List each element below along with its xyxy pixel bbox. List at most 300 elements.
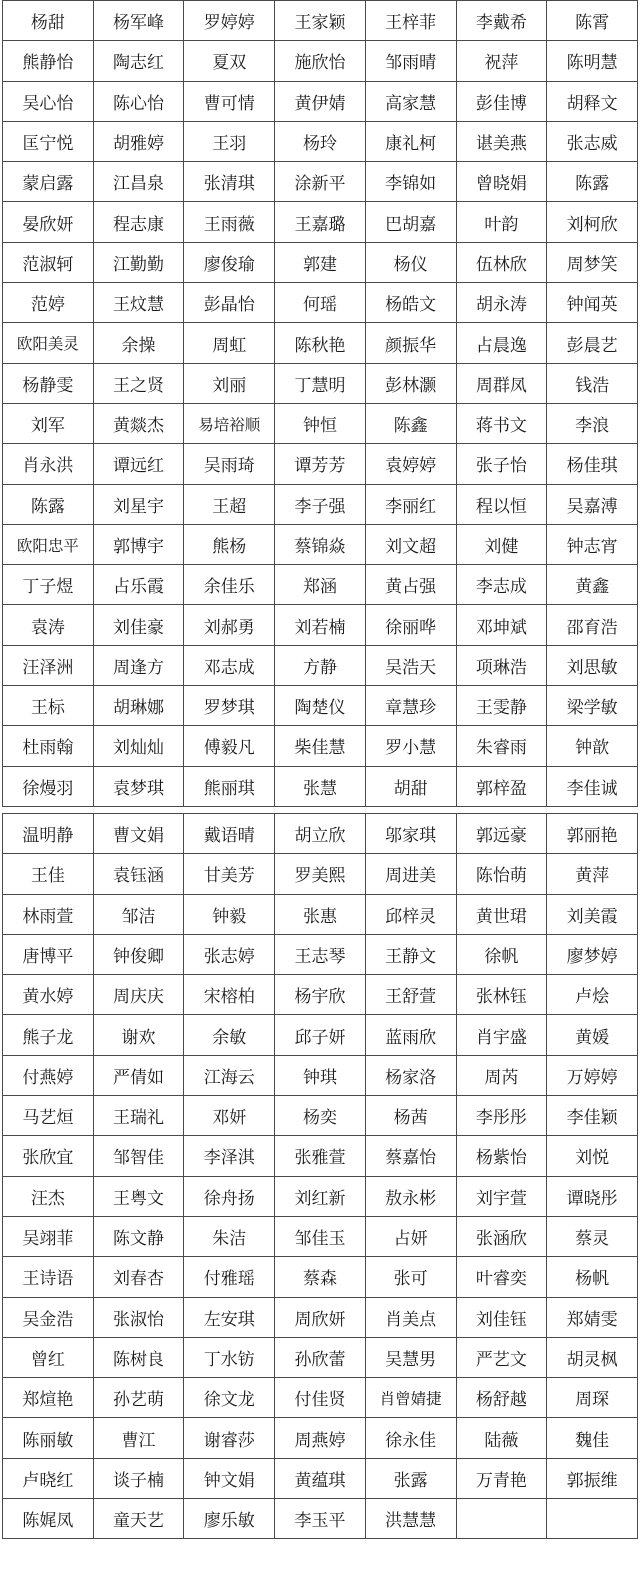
name-cell: 孙欣蕾 bbox=[275, 1337, 366, 1377]
name-cell: 胡立欣 bbox=[275, 813, 366, 853]
name-cell: 康礼柯 bbox=[365, 121, 456, 161]
name-cell: 刘宇萱 bbox=[456, 1176, 547, 1216]
name-cell: 周进美 bbox=[365, 854, 456, 894]
name-cell: 彭晶怡 bbox=[184, 283, 275, 323]
name-cell: 钱浩 bbox=[547, 363, 638, 403]
name-cell: 陈露 bbox=[547, 162, 638, 202]
table-row bbox=[3, 1458, 638, 1498]
name-cell: 杨玲 bbox=[275, 121, 366, 161]
name-cell: 肖美点 bbox=[365, 1297, 456, 1337]
name-cell: 夏双 bbox=[184, 41, 275, 81]
name-cell: 罗梦琪 bbox=[184, 686, 275, 726]
name-cell bbox=[456, 1498, 547, 1538]
name-cell: 程志康 bbox=[93, 202, 184, 242]
name-cell: 刘春杏 bbox=[93, 1257, 184, 1297]
name-cell: 方静 bbox=[275, 645, 366, 685]
name-cell: 李泽淇 bbox=[184, 1136, 275, 1176]
name-cell: 邓妍 bbox=[184, 1096, 275, 1136]
name-cell: 谢欢 bbox=[93, 1015, 184, 1055]
name-cell: 刘丽 bbox=[184, 363, 275, 403]
name-cell: 张惠 bbox=[275, 894, 366, 934]
table-row bbox=[3, 162, 638, 202]
name-cell: 左安琪 bbox=[184, 1297, 275, 1337]
name-cell: 蒙启露 bbox=[3, 162, 94, 202]
name-cell: 杨茜 bbox=[365, 1096, 456, 1136]
name-cell: 熊丽琪 bbox=[184, 766, 275, 806]
table-row bbox=[3, 645, 638, 685]
name-cell: 杜雨翰 bbox=[3, 726, 94, 766]
name-cell: 林雨萱 bbox=[3, 894, 94, 934]
name-cell: 甘美芳 bbox=[184, 854, 275, 894]
table-row bbox=[3, 81, 638, 121]
name-cell: 钟文娟 bbox=[184, 1458, 275, 1498]
name-cell: 谈子楠 bbox=[93, 1458, 184, 1498]
name-cell: 邹雨晴 bbox=[365, 41, 456, 81]
table-row bbox=[3, 854, 638, 894]
name-cell: 吴金浩 bbox=[3, 1297, 94, 1337]
name-cell: 陈露 bbox=[3, 484, 94, 524]
name-cell: 柴佳慧 bbox=[275, 726, 366, 766]
name-cell: 蔡灵 bbox=[547, 1216, 638, 1256]
name-cell: 刘佳豪 bbox=[93, 605, 184, 645]
name-cell: 刘若楠 bbox=[275, 605, 366, 645]
name-cell: 杨皓文 bbox=[365, 283, 456, 323]
name-cell: 彭晨艺 bbox=[547, 323, 638, 363]
table-row bbox=[3, 242, 638, 282]
name-cell: 熊静怡 bbox=[3, 41, 94, 81]
name-cell: 李子强 bbox=[275, 484, 366, 524]
table-row bbox=[3, 1055, 638, 1095]
name-cell: 邹洁 bbox=[93, 894, 184, 934]
table-row bbox=[3, 1136, 638, 1176]
name-cell: 杨甜 bbox=[3, 1, 94, 41]
table-row bbox=[3, 363, 638, 403]
name-cell: 张林钰 bbox=[456, 975, 547, 1015]
table-row bbox=[3, 975, 638, 1015]
name-cell: 郭振维 bbox=[547, 1458, 638, 1498]
name-cell: 张欣宜 bbox=[3, 1136, 94, 1176]
name-cell: 朱睿雨 bbox=[456, 726, 547, 766]
name-cell: 廖梦婷 bbox=[547, 934, 638, 974]
name-cell: 周琛 bbox=[547, 1378, 638, 1418]
name-cell: 梁学敏 bbox=[547, 686, 638, 726]
name-cell: 钟歆 bbox=[547, 726, 638, 766]
name-cell: 杨仪 bbox=[365, 242, 456, 282]
name-cell: 付雅瑶 bbox=[184, 1257, 275, 1297]
name-cell: 张子怡 bbox=[456, 444, 547, 484]
name-cell: 朱洁 bbox=[184, 1216, 275, 1256]
name-cell: 孙艺萌 bbox=[93, 1378, 184, 1418]
name-cell: 黄媛 bbox=[547, 1015, 638, 1055]
name-cell: 王羽 bbox=[184, 121, 275, 161]
name-cell: 彭佳博 bbox=[456, 81, 547, 121]
name-cell: 王志琴 bbox=[275, 934, 366, 974]
name-cell: 刘红新 bbox=[275, 1176, 366, 1216]
name-cell: 肖曾婧捷 bbox=[365, 1378, 456, 1418]
name-cell: 刘美霞 bbox=[547, 894, 638, 934]
name-cell: 胡释文 bbox=[547, 81, 638, 121]
table-row bbox=[3, 894, 638, 934]
name-cell: 邬家琪 bbox=[365, 813, 456, 853]
name-cell: 吴浩天 bbox=[365, 645, 456, 685]
name-cell: 欧阳忠平 bbox=[3, 524, 94, 564]
name-cell: 范淑轲 bbox=[3, 242, 94, 282]
table-row bbox=[3, 1337, 638, 1377]
name-cell: 李锦如 bbox=[365, 162, 456, 202]
name-cell: 徐熳羽 bbox=[3, 766, 94, 806]
name-cell: 郑煊艳 bbox=[3, 1378, 94, 1418]
table-row bbox=[3, 524, 638, 564]
table-row bbox=[3, 484, 638, 524]
name-cell: 张雅萱 bbox=[275, 1136, 366, 1176]
name-cell: 杨奕 bbox=[275, 1096, 366, 1136]
name-cell: 谭晓彤 bbox=[547, 1176, 638, 1216]
name-cell: 李彤彤 bbox=[456, 1096, 547, 1136]
name-cell: 邹智佳 bbox=[93, 1136, 184, 1176]
name-cell: 曾红 bbox=[3, 1337, 94, 1377]
name-cell bbox=[547, 1498, 638, 1538]
name-cell: 杨静雯 bbox=[3, 363, 94, 403]
name-cell: 唐博平 bbox=[3, 934, 94, 974]
name-cell: 吴嘉溥 bbox=[547, 484, 638, 524]
name-cell: 汪泽洲 bbox=[3, 645, 94, 685]
name-cell: 傅毅凡 bbox=[184, 726, 275, 766]
name-cell: 万婷婷 bbox=[547, 1055, 638, 1095]
name-cell: 江勤勤 bbox=[93, 242, 184, 282]
table-row bbox=[3, 934, 638, 974]
name-cell: 黄世珺 bbox=[456, 894, 547, 934]
name-cell: 陈怡萌 bbox=[456, 854, 547, 894]
name-cell: 胡甜 bbox=[365, 766, 456, 806]
name-cell: 王雯静 bbox=[456, 686, 547, 726]
name-cell: 王瑞礼 bbox=[93, 1096, 184, 1136]
name-cell: 王梓菲 bbox=[365, 1, 456, 41]
name-cell: 袁梦琪 bbox=[93, 766, 184, 806]
name-cell: 晏欣妍 bbox=[3, 202, 94, 242]
name-cell: 周逢方 bbox=[93, 645, 184, 685]
name-cell: 刘灿灿 bbox=[93, 726, 184, 766]
name-cell: 蓝雨欣 bbox=[365, 1015, 456, 1055]
table-row bbox=[3, 403, 638, 443]
name-cell: 程以恒 bbox=[456, 484, 547, 524]
name-cell: 黄萍 bbox=[547, 854, 638, 894]
name-cell: 徐丽哗 bbox=[365, 605, 456, 645]
name-cell: 黄占强 bbox=[365, 565, 456, 605]
name-cell: 严艺文 bbox=[456, 1337, 547, 1377]
name-cell: 张淑怡 bbox=[93, 1297, 184, 1337]
name-table-bottom-body bbox=[3, 813, 638, 1538]
name-cell: 蔡锦焱 bbox=[275, 524, 366, 564]
name-cell: 敖永彬 bbox=[365, 1176, 456, 1216]
name-cell: 刘柯欣 bbox=[547, 202, 638, 242]
name-cell: 李玉平 bbox=[275, 1498, 366, 1538]
name-cell: 周欣妍 bbox=[275, 1297, 366, 1337]
name-cell: 邓坤斌 bbox=[456, 605, 547, 645]
name-cell: 钟琪 bbox=[275, 1055, 366, 1095]
name-cell: 余敏 bbox=[184, 1015, 275, 1055]
name-cell: 罗婷婷 bbox=[184, 1, 275, 41]
name-cell: 王诗语 bbox=[3, 1257, 94, 1297]
table-row bbox=[3, 444, 638, 484]
name-cell: 张志婷 bbox=[184, 934, 275, 974]
name-cell: 张慧 bbox=[275, 766, 366, 806]
name-cell: 叶睿奕 bbox=[456, 1257, 547, 1297]
name-cell: 袁钰涵 bbox=[93, 854, 184, 894]
name-cell: 郭远豪 bbox=[456, 813, 547, 853]
name-cell: 万青艳 bbox=[456, 1458, 547, 1498]
name-cell: 徐帆 bbox=[456, 934, 547, 974]
name-cell: 王家颖 bbox=[275, 1, 366, 41]
table-row bbox=[3, 41, 638, 81]
name-table-bottom bbox=[2, 813, 638, 1539]
name-cell: 张涵欣 bbox=[456, 1216, 547, 1256]
name-cell: 刘悦 bbox=[547, 1136, 638, 1176]
name-cell: 胡雅婷 bbox=[93, 121, 184, 161]
name-cell: 蒋书文 bbox=[456, 403, 547, 443]
name-cell: 郭博宇 bbox=[93, 524, 184, 564]
table-row bbox=[3, 813, 638, 853]
name-roster-sheet bbox=[2, 0, 638, 1539]
table-row bbox=[3, 1216, 638, 1256]
name-cell: 胡琳娜 bbox=[93, 686, 184, 726]
name-cell: 吴翊菲 bbox=[3, 1216, 94, 1256]
name-cell: 周燕婷 bbox=[275, 1418, 366, 1458]
name-cell: 江昌泉 bbox=[93, 162, 184, 202]
name-cell: 邱子妍 bbox=[275, 1015, 366, 1055]
name-cell: 洪慧慧 bbox=[365, 1498, 456, 1538]
name-cell: 胡永涛 bbox=[456, 283, 547, 323]
table-row bbox=[3, 323, 638, 363]
name-cell: 徐永佳 bbox=[365, 1418, 456, 1458]
name-cell: 周芮 bbox=[456, 1055, 547, 1095]
name-cell: 张可 bbox=[365, 1257, 456, 1297]
name-cell: 李丽红 bbox=[365, 484, 456, 524]
name-cell: 余佳乐 bbox=[184, 565, 275, 605]
name-cell: 刘军 bbox=[3, 403, 94, 443]
name-cell: 胡灵枫 bbox=[547, 1337, 638, 1377]
name-cell: 陈明慧 bbox=[547, 41, 638, 81]
name-cell: 余操 bbox=[93, 323, 184, 363]
name-cell: 吴雨琦 bbox=[184, 444, 275, 484]
name-cell: 廖俊瑜 bbox=[184, 242, 275, 282]
name-cell: 江海云 bbox=[184, 1055, 275, 1095]
name-cell: 童天艺 bbox=[93, 1498, 184, 1538]
name-cell: 李佳诚 bbox=[547, 766, 638, 806]
name-cell: 王之贤 bbox=[93, 363, 184, 403]
name-cell: 叶韵 bbox=[456, 202, 547, 242]
name-cell: 占晨逸 bbox=[456, 323, 547, 363]
name-cell: 罗小慧 bbox=[365, 726, 456, 766]
name-cell: 丁水钫 bbox=[184, 1337, 275, 1377]
table-row bbox=[3, 686, 638, 726]
name-cell: 李戴希 bbox=[456, 1, 547, 41]
name-cell: 杨宇欣 bbox=[275, 975, 366, 1015]
name-cell: 高家慧 bbox=[365, 81, 456, 121]
name-cell: 郭建 bbox=[275, 242, 366, 282]
name-cell: 谢睿莎 bbox=[184, 1418, 275, 1458]
name-cell: 黄水婷 bbox=[3, 975, 94, 1015]
name-cell: 周梦笑 bbox=[547, 242, 638, 282]
name-cell: 邱梓灵 bbox=[365, 894, 456, 934]
name-cell: 黄伊婧 bbox=[275, 81, 366, 121]
name-cell: 王粤文 bbox=[93, 1176, 184, 1216]
name-cell: 王嘉璐 bbox=[275, 202, 366, 242]
name-cell: 黄蕴琪 bbox=[275, 1458, 366, 1498]
name-cell: 付燕婷 bbox=[3, 1055, 94, 1095]
name-cell: 谭芳芳 bbox=[275, 444, 366, 484]
name-cell: 汪杰 bbox=[3, 1176, 94, 1216]
name-cell: 王雨薇 bbox=[184, 202, 275, 242]
name-cell: 陈树良 bbox=[93, 1337, 184, 1377]
table-row bbox=[3, 1176, 638, 1216]
name-cell: 邵育浩 bbox=[547, 605, 638, 645]
name-cell: 陈鑫 bbox=[365, 403, 456, 443]
name-cell: 王超 bbox=[184, 484, 275, 524]
name-cell: 蔡嘉怡 bbox=[365, 1136, 456, 1176]
name-cell: 陶楚仪 bbox=[275, 686, 366, 726]
name-cell: 占乐霞 bbox=[93, 565, 184, 605]
table-row bbox=[3, 1297, 638, 1337]
table-row bbox=[3, 605, 638, 645]
table-row bbox=[3, 283, 638, 323]
name-cell: 陈心怡 bbox=[93, 81, 184, 121]
name-cell: 曹江 bbox=[93, 1418, 184, 1458]
name-cell: 邓志成 bbox=[184, 645, 275, 685]
name-cell: 何瑶 bbox=[275, 283, 366, 323]
name-cell: 占妍 bbox=[365, 1216, 456, 1256]
name-cell: 杨军峰 bbox=[93, 1, 184, 41]
name-cell: 刘文超 bbox=[365, 524, 456, 564]
name-cell: 祝萍 bbox=[456, 41, 547, 81]
name-cell: 邹佳玉 bbox=[275, 1216, 366, 1256]
name-cell: 温明静 bbox=[3, 813, 94, 853]
name-cell: 章慧珍 bbox=[365, 686, 456, 726]
name-cell: 颜振华 bbox=[365, 323, 456, 363]
name-cell: 杨帆 bbox=[547, 1257, 638, 1297]
name-cell: 刘佳钰 bbox=[456, 1297, 547, 1337]
name-cell: 黄鑫 bbox=[547, 565, 638, 605]
name-cell: 陈娓凤 bbox=[3, 1498, 94, 1538]
name-cell: 郑婧雯 bbox=[547, 1297, 638, 1337]
name-cell: 陈秋艳 bbox=[275, 323, 366, 363]
name-cell: 徐文龙 bbox=[184, 1378, 275, 1418]
name-cell: 曾晓娟 bbox=[456, 162, 547, 202]
name-cell: 吴心怡 bbox=[3, 81, 94, 121]
name-cell: 王标 bbox=[3, 686, 94, 726]
name-cell: 范婷 bbox=[3, 283, 94, 323]
name-cell: 熊杨 bbox=[184, 524, 275, 564]
name-cell: 王舒萱 bbox=[365, 975, 456, 1015]
table-row bbox=[3, 1015, 638, 1055]
name-cell: 彭林灏 bbox=[365, 363, 456, 403]
name-cell: 肖永洪 bbox=[3, 444, 94, 484]
name-cell: 郑涵 bbox=[275, 565, 366, 605]
table-row bbox=[3, 1, 638, 41]
name-cell: 曹文娟 bbox=[93, 813, 184, 853]
name-cell: 巴胡嘉 bbox=[365, 202, 456, 242]
table-row bbox=[3, 1257, 638, 1297]
name-cell: 施欣怡 bbox=[275, 41, 366, 81]
name-cell: 蔡森 bbox=[275, 1257, 366, 1297]
table-row bbox=[3, 1498, 638, 1538]
name-cell: 熊子龙 bbox=[3, 1015, 94, 1055]
name-cell: 袁涛 bbox=[3, 605, 94, 645]
name-cell: 黄燚杰 bbox=[93, 403, 184, 443]
name-cell: 刘健 bbox=[456, 524, 547, 564]
name-cell: 张志威 bbox=[547, 121, 638, 161]
name-cell: 项琳浩 bbox=[456, 645, 547, 685]
name-cell: 肖宇盛 bbox=[456, 1015, 547, 1055]
name-cell: 马艺烜 bbox=[3, 1096, 94, 1136]
name-cell: 涂新平 bbox=[275, 162, 366, 202]
name-cell: 郭梓盈 bbox=[456, 766, 547, 806]
name-cell: 罗美熙 bbox=[275, 854, 366, 894]
name-cell: 卢烩 bbox=[547, 975, 638, 1015]
name-cell: 杨舒越 bbox=[456, 1378, 547, 1418]
table-row bbox=[3, 121, 638, 161]
name-cell: 王静文 bbox=[365, 934, 456, 974]
name-cell: 徐舟扬 bbox=[184, 1176, 275, 1216]
name-cell: 宋榕柏 bbox=[184, 975, 275, 1015]
table-row bbox=[3, 726, 638, 766]
name-cell: 杨佳琪 bbox=[547, 444, 638, 484]
name-cell: 钟毅 bbox=[184, 894, 275, 934]
name-cell: 钟闻英 bbox=[547, 283, 638, 323]
name-cell: 丁子煜 bbox=[3, 565, 94, 605]
name-cell: 郭丽艳 bbox=[547, 813, 638, 853]
name-cell: 刘思敏 bbox=[547, 645, 638, 685]
name-cell: 陈霄 bbox=[547, 1, 638, 41]
name-cell: 杨家洛 bbox=[365, 1055, 456, 1095]
name-cell: 戴语晴 bbox=[184, 813, 275, 853]
name-cell: 卢晓红 bbox=[3, 1458, 94, 1498]
name-cell: 陈文静 bbox=[93, 1216, 184, 1256]
name-cell: 周虹 bbox=[184, 323, 275, 363]
name-cell: 李浪 bbox=[547, 403, 638, 443]
name-cell: 付佳贤 bbox=[275, 1378, 366, 1418]
name-cell: 谭远红 bbox=[93, 444, 184, 484]
name-cell: 欧阳美灵 bbox=[3, 323, 94, 363]
name-cell: 周庆庆 bbox=[93, 975, 184, 1015]
table-row bbox=[3, 766, 638, 806]
name-cell: 钟恒 bbox=[275, 403, 366, 443]
name-cell: 严倩如 bbox=[93, 1055, 184, 1095]
name-table-top-body bbox=[3, 1, 638, 807]
name-cell: 刘星宇 bbox=[93, 484, 184, 524]
table-row bbox=[3, 1096, 638, 1136]
name-cell: 陶志红 bbox=[93, 41, 184, 81]
name-cell: 魏佳 bbox=[547, 1418, 638, 1458]
table-row bbox=[3, 1378, 638, 1418]
name-cell: 李志成 bbox=[456, 565, 547, 605]
name-cell: 周群凤 bbox=[456, 363, 547, 403]
name-cell: 李佳颖 bbox=[547, 1096, 638, 1136]
name-cell: 钟俊卿 bbox=[93, 934, 184, 974]
name-cell: 易培裕顺 bbox=[184, 403, 275, 443]
name-cell: 曹可情 bbox=[184, 81, 275, 121]
table-row bbox=[3, 565, 638, 605]
table-row bbox=[3, 202, 638, 242]
name-cell: 刘郝勇 bbox=[184, 605, 275, 645]
name-cell: 袁婷婷 bbox=[365, 444, 456, 484]
name-cell: 吴慧男 bbox=[365, 1337, 456, 1377]
name-cell: 陈丽敏 bbox=[3, 1418, 94, 1458]
name-cell: 张清琪 bbox=[184, 162, 275, 202]
name-cell: 伍林欣 bbox=[456, 242, 547, 282]
name-cell: 王炆慧 bbox=[93, 283, 184, 323]
name-cell: 谌美燕 bbox=[456, 121, 547, 161]
name-cell: 王佳 bbox=[3, 854, 94, 894]
